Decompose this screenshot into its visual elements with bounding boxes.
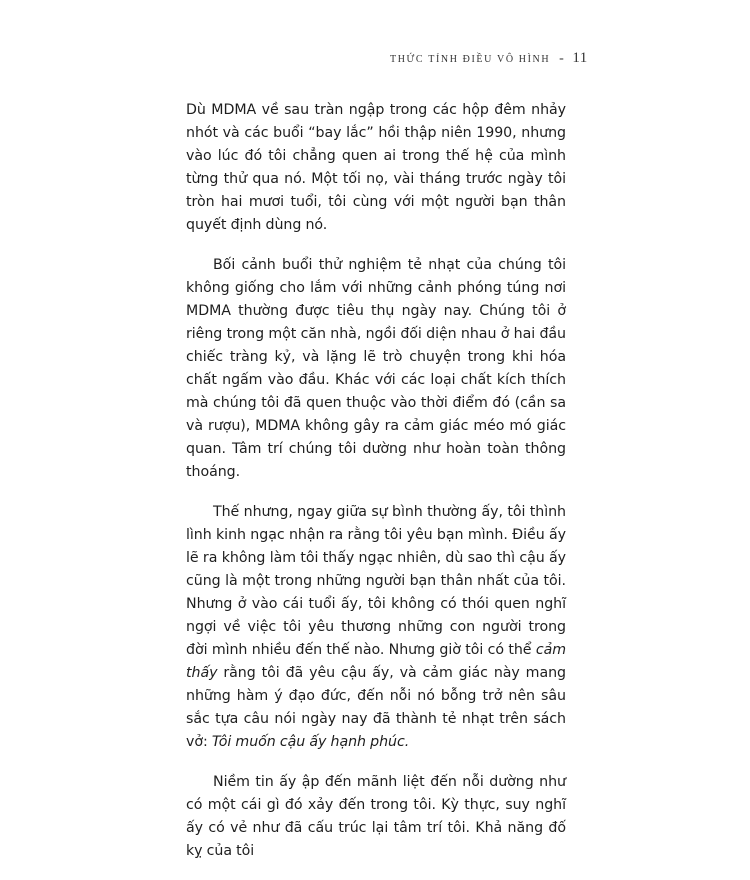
paragraph-3-text-a: Thế nhưng, ngay giữa sự bình thường ấy, tôi thình lình kinh ngạc nhận ra rằng tôi yêu bạn mình. Điều ấy lẽ ra không làm tôi thấy ngạc nhiên, dù sao thì cậu ấy cũng là một trong những người bạn thân nhất của tôi. Nhưng ở vào cái tuổi ấy, tôi không có thói quen nghĩ ngợi về việc tôi yêu thương những con người trong đời mình nhiều đến thế nào. Nhưng giờ tôi có thể [186, 504, 566, 658]
body-text [186, 99, 566, 880]
paragraph-3-emphasis-a: cảm thấy [186, 642, 566, 681]
paragraph-2: Bối cảnh buổi thử nghiệm tẻ nhạt của chúng tôi không giống cho lắm với những cảnh phóng túng nơi MDMA thường được tiêu thụ ngày nay. Chúng tôi ở riêng trong một căn nhà, ngồi đối diện nhau ở hai đầu chiếc tràng kỷ, và lặng lẽ trò chuyện trong khi hóa chất ngấm vào đầu. Khác với các loại chất kích thích mà chúng tôi đã quen thuộc vào thời điểm đó (cần sa và rượu), MDMA không gây ra cảm giác méo mó giác quan. Tâm trí chúng tôi dường như hoàn toàn thông thoáng. [186, 257, 566, 480]
paragraph-4: Niềm tin ấy ập đến mãnh liệt đến nỗi dường như có một cái gì đó xảy đến trong tôi. Kỳ thực, suy nghĩ ấy có vẻ như đã cấu trúc lại tâm trí tôi. Khả năng đố kỵ của tôi [186, 774, 566, 859]
paragraph-3 [186, 501, 566, 754]
paragraph-1: Dù MDMA về sau tràn ngập trong các hộp đêm nhảy nhót và các buổi “bay lắc” hồi thập niên 1990, nhưng vào lúc đó tôi chẳng quen ai trong thế hệ của mình từng thử qua nó. Một tối nọ, vài tháng trước ngày tôi tròn hai mươi tuổi, tôi cùng với một người bạn thân quyết định dùng nó. [186, 102, 566, 233]
running-header [390, 50, 588, 67]
chapter-title: thức tỉnh điều vô hình [390, 51, 551, 66]
header-separator: - [559, 51, 566, 66]
paragraph-3-emphasis-b: Tôi muốn cậu ấy hạnh phúc. [211, 734, 410, 750]
page-number: 11 [572, 50, 588, 66]
paragraph-3-text-b: rằng tôi đã yêu cậu ấy, và cảm giác này mang những hàm ý đạo đức, đến nỗi nó bỗng trở nên sâu sắc tựa câu nói ngày nay đã thành tẻ nhạt trên sách vở: [186, 665, 566, 750]
